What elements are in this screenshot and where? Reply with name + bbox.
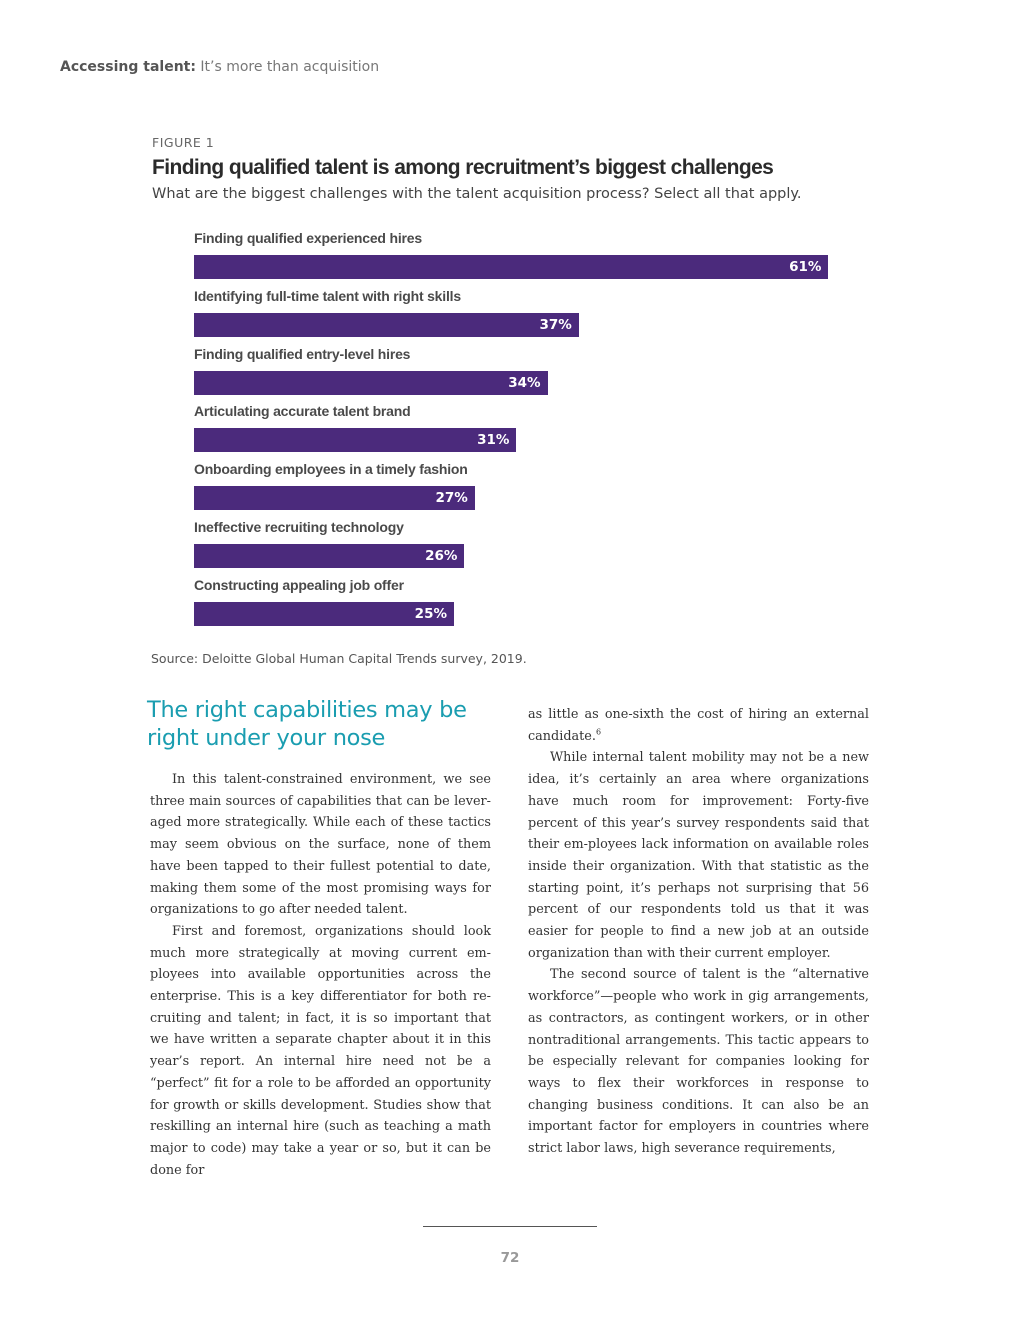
bar: [194, 313, 579, 337]
bar-chart: [194, 228, 894, 628]
body-paragraph: While internal talent mobility may not be a new idea, it’s certainly an area where organizations have much room for improvement: Forty-five percent of this year’s survey respondents said that their em-ployees lack information on available roles inside their organization. With that statistic as the starting point, it’s perhaps not surprising that 56 percent of our respondents told us that it was easier for people to find a new job at an outside organization than with their current employer.: [528, 750, 869, 961]
bar-value-label: 25%: [414, 605, 447, 622]
bar-label: Onboarding employees in a timely fashion: [194, 461, 468, 478]
bar-label: Identifying full-time talent with right skills: [194, 287, 461, 304]
body-paragraph: The second source of talent is the “alternative workforce”—people who work in gig arrangements, as contractors, as contingent workers, or in other nontraditional arrangements. This tactic appears to be especially relevant for companies looking for ways to flex their workforces in response to changing business conditions. It can also be an important factor for employers in countries where strict labor laws, high severance requirements,: [528, 967, 869, 1157]
bar: [194, 602, 454, 626]
figure-label: FIGURE 1: [152, 135, 215, 150]
footer-rule: [423, 1226, 597, 1227]
section-heading: The right capabilities may be right under your nose: [147, 697, 467, 751]
bar-label: Ineffective recruiting technology: [194, 519, 404, 535]
bar-value-label: 26%: [425, 548, 458, 564]
bar: [194, 428, 516, 452]
running-head: [60, 59, 379, 75]
bar-value-label: 31%: [477, 432, 510, 449]
body-paragraph: First and foremost, organizations should look much more strategically at moving current em-ployees into available opportunities across the enterprise. This is a key differentiator for both re-cruiting and talent; in fact, it is so important that we have written a separate chapter about it in this year’s report. An internal hire need not be a “perfect” fit for a role to be afforded an opportunity for growth or skills development. Studies show that reskilling an internal hire (such as teaching a math major to code) may take a year or so, but it can be done for: [150, 923, 491, 1178]
bar-label: Finding qualified experienced hires: [194, 230, 422, 246]
figure-source: Source: Deloitte Global Human Capital Trends survey, 2019.: [151, 651, 527, 666]
body-paragraph-continued-text: as little as one-sixth the cost of hiring an external candidate.: [528, 707, 869, 744]
running-head-rest: It’s more than acquisition: [195, 59, 380, 75]
body-column-left: [150, 769, 491, 1181]
body-paragraph: In this talent-constrained environment, we see three main sources of capabilities that can be lever-aged more strategically. While each of these tactics may seem obvious on the surface, none of them have been tapped to their fullest potential to date, making them some of the most promising ways for organizations to go after needed talent.: [150, 772, 491, 918]
bar-value-label: 37%: [539, 316, 572, 333]
bar-label: Finding qualified entry-level hires: [194, 345, 411, 362]
bar-label: Articulating accurate talent brand: [194, 403, 411, 420]
bar: [194, 255, 828, 279]
bar: [194, 486, 475, 510]
running-head-bold: Accessing talent:: [60, 59, 196, 75]
bar-value-label: 61%: [789, 259, 822, 275]
figure-subtitle: What are the biggest challenges with the talent acquisition process? Select all that apply.: [152, 186, 802, 202]
bar-label: Constructing appealing job offer: [194, 576, 404, 593]
bar-value-label: 34%: [508, 374, 541, 391]
figure-title: Finding qualified talent is among recruitment’s biggest challenges: [152, 156, 774, 179]
body-paragraph-continued: [528, 704, 869, 747]
body-column-right: [528, 704, 869, 1160]
page-number: 72: [500, 1250, 520, 1266]
bar: [194, 371, 548, 395]
bar-value-label: 27%: [435, 490, 468, 507]
footnote-marker: 6: [595, 727, 602, 737]
bar: [194, 544, 464, 568]
